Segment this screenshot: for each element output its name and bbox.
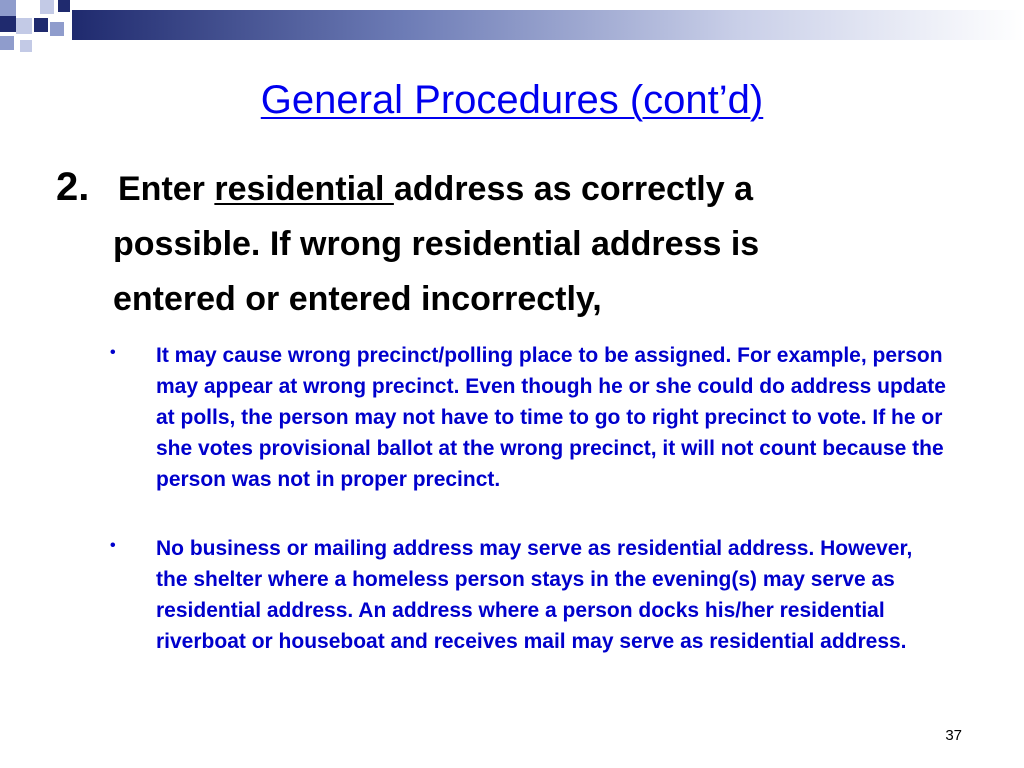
page-number: 37 xyxy=(945,727,962,744)
point-continuation-2: entered or entered incorrectly, xyxy=(113,280,602,318)
header-gradient-band xyxy=(72,10,1024,40)
bullet-item xyxy=(110,340,960,495)
bullet-text: No business or mailing address may serve as residential address. However, the shelter where a homeless person stays in the evening(s) may serve as residential address. An address where a person docks his/her residential riverboat or houseboat and receives mail may serve as residential address. xyxy=(156,537,913,653)
point-text-after: address as correctly a xyxy=(393,170,753,208)
point-number: 2. xyxy=(56,165,90,209)
bullet-item xyxy=(110,533,960,657)
bullet-marker: • xyxy=(110,344,116,361)
point-continuation-1: possible. If wrong residential address is xyxy=(113,225,760,263)
bullet-text: It may cause wrong precinct/polling place to be assigned. For example, person may appear at wrong precinct. Even though he or she could do address update at polls, the person may not have to time to go to right precinct to vote. If he or she votes provisional ballot at the wrong precinct, it will not count because the person was not in proper precinct. xyxy=(156,344,946,491)
slide-title: General Procedures (cont’d) xyxy=(260,78,764,122)
bullet-list xyxy=(110,340,960,657)
main-point-line-1 xyxy=(56,160,956,217)
point-underlined-word: residential xyxy=(214,170,394,208)
main-point xyxy=(56,160,956,327)
bullet-marker: • xyxy=(110,537,116,554)
point-text-before: Enter xyxy=(118,170,215,208)
